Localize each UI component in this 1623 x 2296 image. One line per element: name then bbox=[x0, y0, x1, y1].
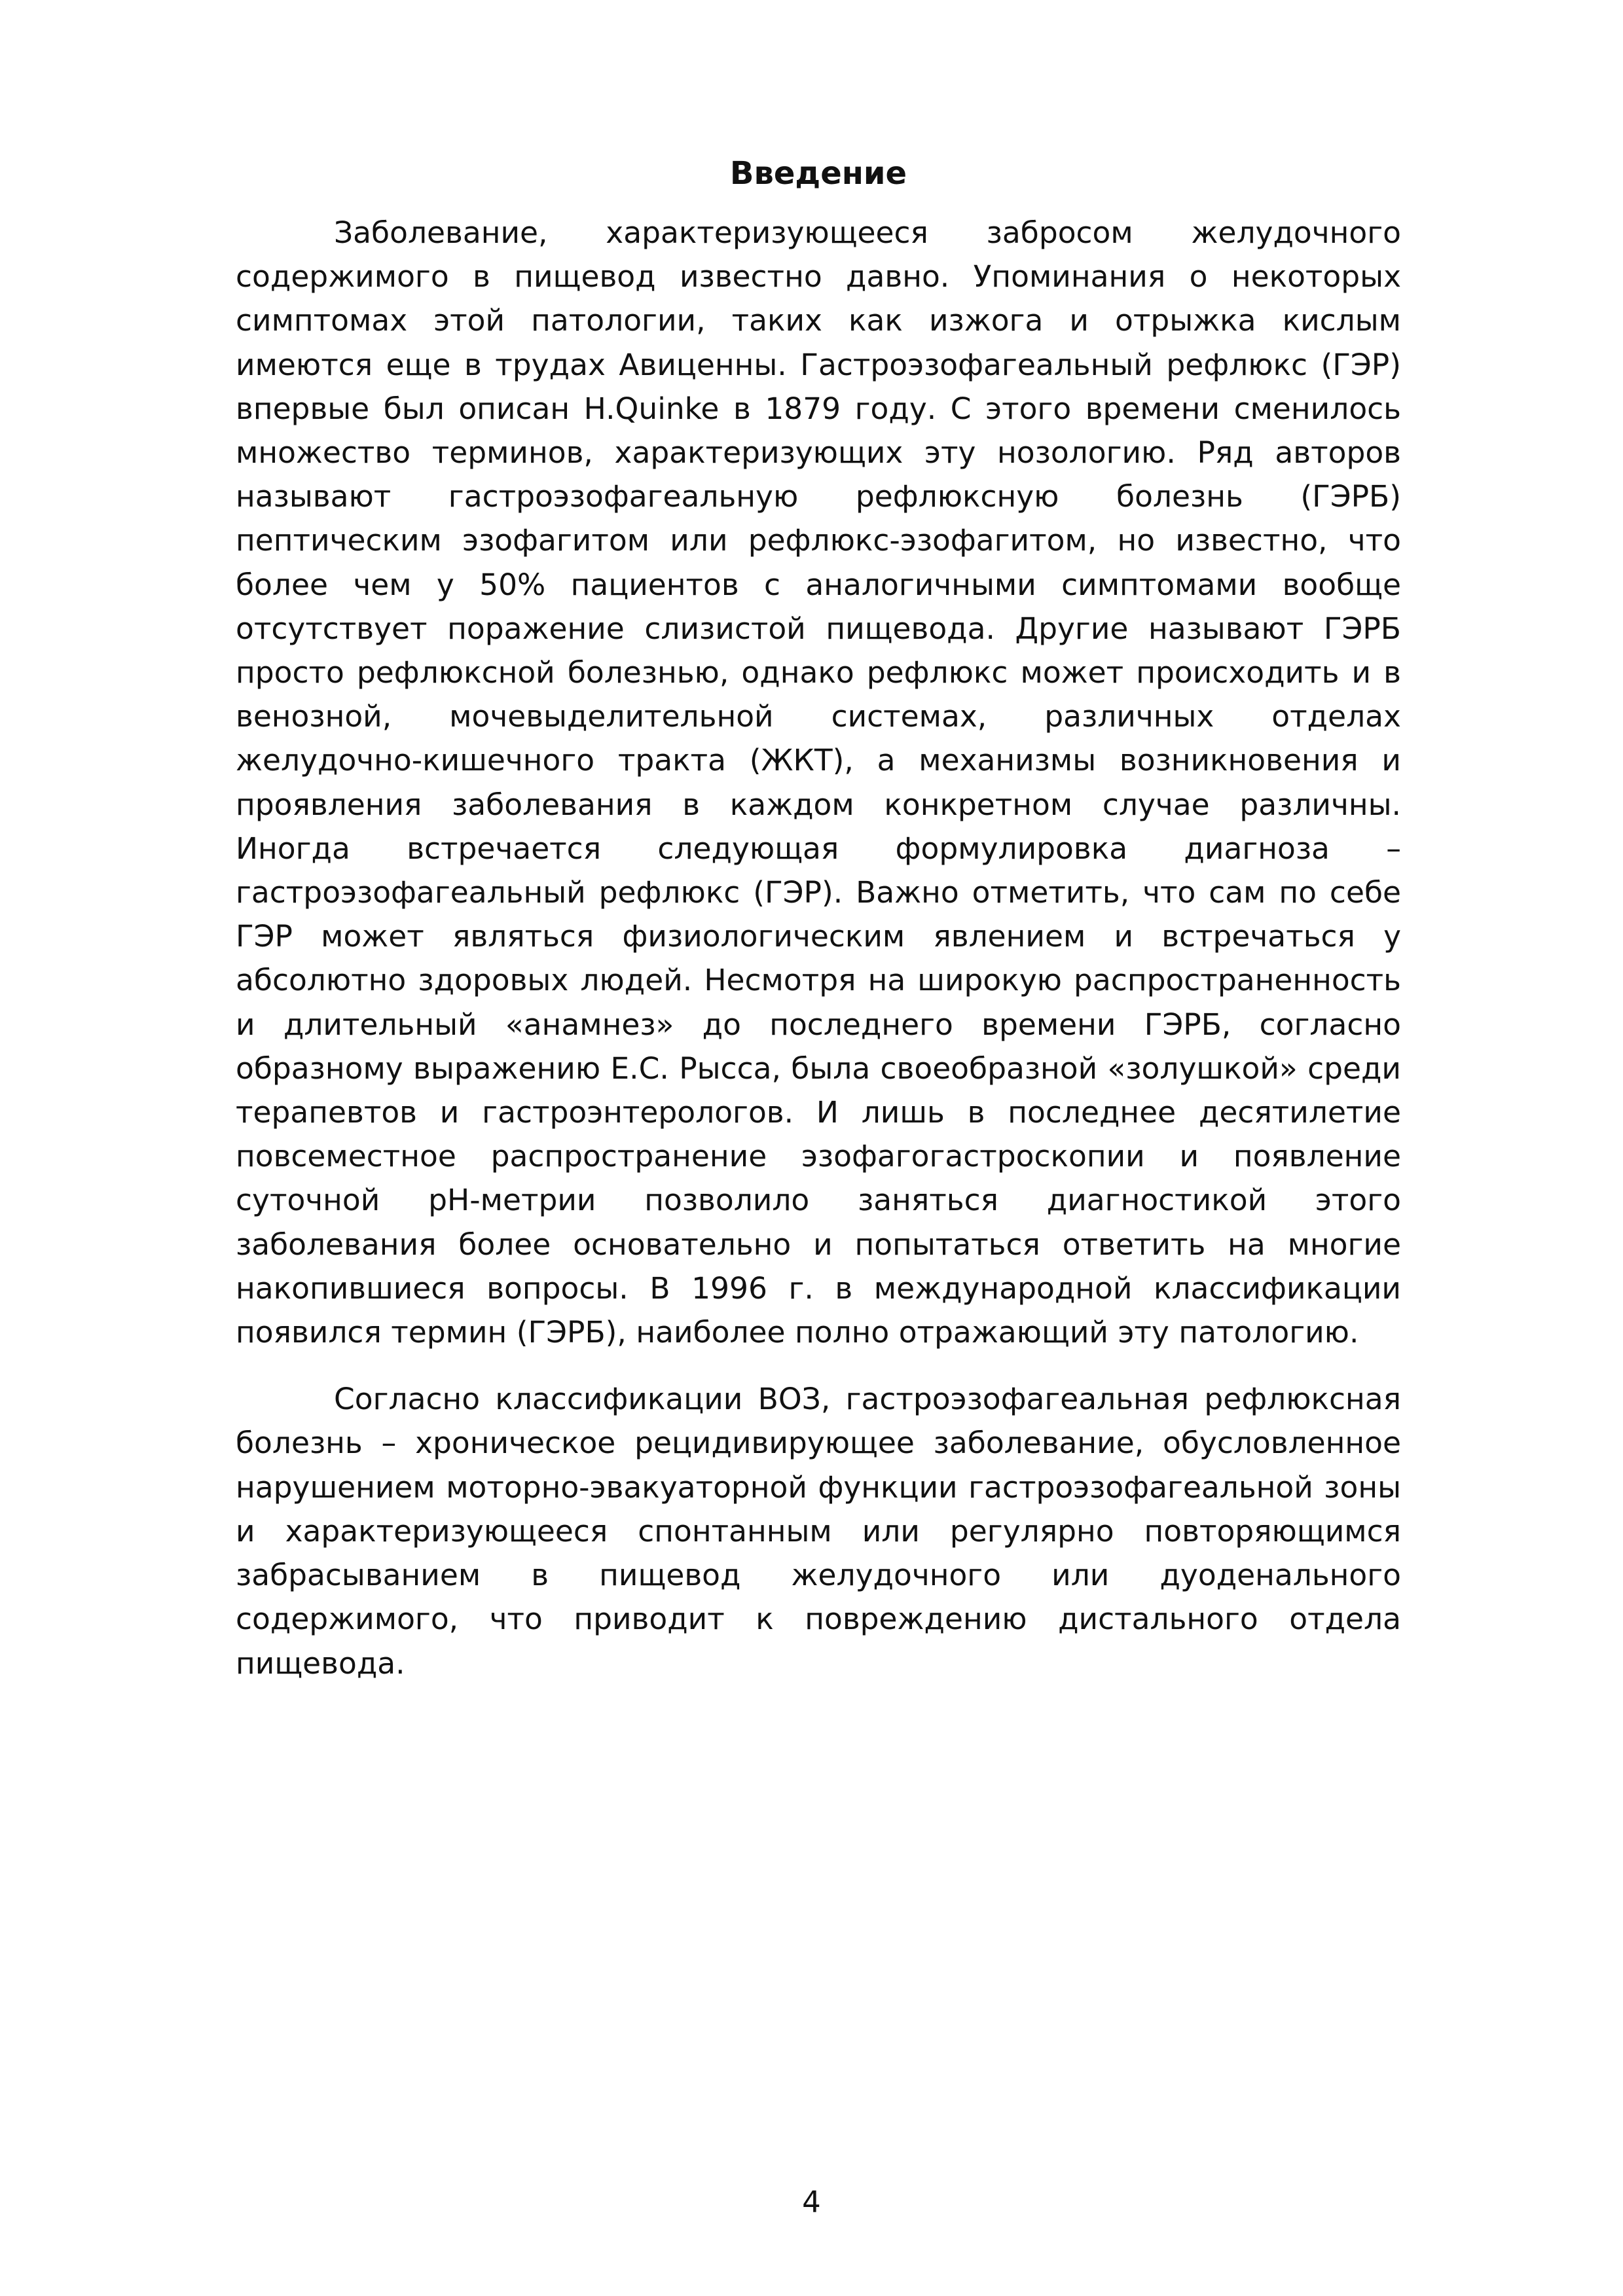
page-content bbox=[236, 152, 1401, 1685]
section-heading: Введение bbox=[729, 155, 907, 192]
intro-paragraph-1: Заболевание, характеризующееся забросом желудочного содержимого в пищевод известно давно. Упоминания о некоторых симптомах этой патологии, таких как изжога и отрыжка кислым имеются еще в трудах Авиценны. Гастроэзофагеальный рефлюкс (ГЭР) впервые был описан H.Quinke в 1879 году. С этого времени сменилось множество терминов, характеризующих эту нозологию. Ряд авторов называют гастроэзофагеальную рефлюксную болезнь (ГЭРБ) пептическим эзофагитом или рефлюкс-эзофагитом, но известно, что более чем у 50% пациентов с аналогичными симптомами вообще отсутствует поражение слизистой пищевода. Другие называют ГЭРБ просто рефлюксной болезнью, однако рефлюкс может происходить и в венозной, мочевыделительной системах, различных отделах желудочно-кишечного тракта (ЖКТ), а механизмы возникновения и проявления заболевания в каждом конкретном случае различны. Иногда встречается следующая формулировка диагноза – гастроэзофагеальный рефлюкс (ГЭР). Важно отметить, что сам по себе ГЭР может являться физиологическим явлением и встречаться у абсолютно здоровых людей. Несмотря на широкую распространенность и длительный «анамнез» до последнего времени ГЭРБ, согласно образному выражению Е.С. Рысса, была своеобразной «золушкой» среди терапевтов и гастроэнтерологов. И лишь в последнее десятилетие повсеместное распространение эзофагогастроскопии и появление суточной pH-метрии позволило заняться диагностикой этого заболевания более основательно и попытаться ответить на многие накопившиеся вопросы. В 1996 г. в международной классификации появился термин (ГЭРБ), наиболее полно отражающий эту патологию. bbox=[236, 215, 1401, 1350]
intro-paragraph-2: Согласно классификации ВОЗ, гастроэзофагеальная рефлюксная болезнь – хроническое рецидивирующее заболевание, обусловленное нарушением моторно-эвакуаторной функции гастроэзофагеальной зоны и характеризующееся спонтанным или регулярно повторяющимся забрасыванием в пищевод желудочного или дуоденального содержимого, что приводит к повреждению дистального отдела пищевода. bbox=[236, 1382, 1401, 1681]
page-number: 4 bbox=[802, 2185, 821, 2219]
